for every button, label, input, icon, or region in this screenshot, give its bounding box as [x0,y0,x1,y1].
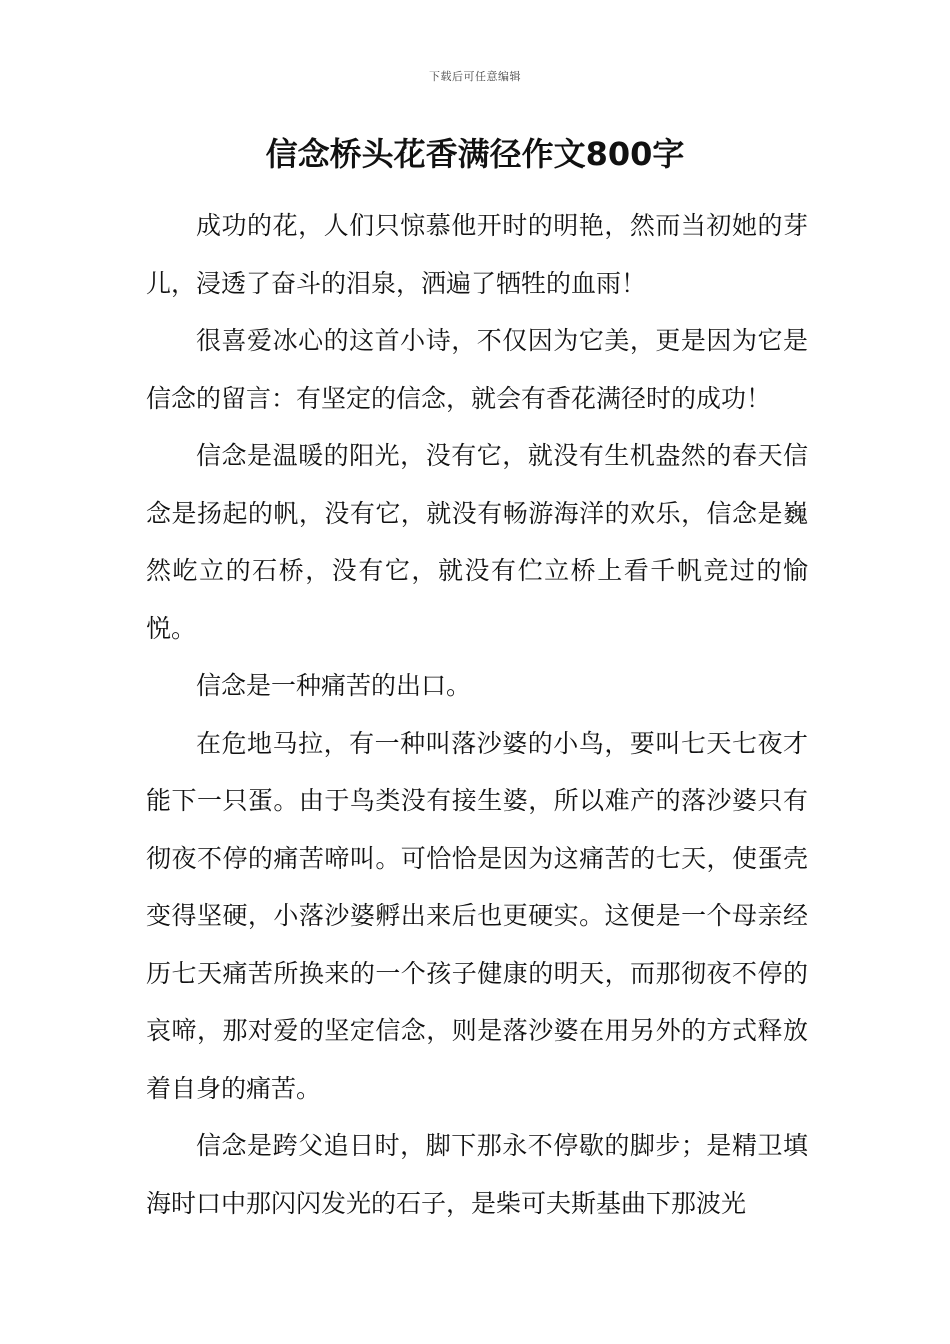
paragraph: 信念是一种痛苦的出口。 [196,671,472,700]
paragraph: 成功的花，人们只惊慕他开时的明艳，然而当初她的芽儿，浸透了奋斗的泪泉，洒遍了牺牲的血雨！ [146,211,808,298]
paragraph: 信念是温暖的阳光，没有它，就没有生机盎然的春天信念是扬起的帆，没有它，就没有畅游海洋的欢乐，信念是巍然屹立的石桥，没有它，就没有伫立桥上看千帆竞过的愉悦。 [146,441,808,643]
paragraph: 在危地马拉，有一种叫落沙婆的小鸟，要叫七天七夜才能下一只蛋。由于鸟类没有接生婆，所以难产的落沙婆只有彻夜不停的痛苦啼叫。可恰恰是因为这痛苦的七天，使蛋壳变得坚硬，小落沙婆孵出来后也更硬实。这便是一个母亲经历七天痛苦所换来的一个孩子健康的明天，而那彻夜不停的哀啼，那对爱的坚定信念，则是落沙婆在用另外的方式释放着自身的痛苦。 [146,728,808,1103]
paragraph: 很喜爱冰心的这首小诗，不仅因为它美，更是因为它是信念的留言：有坚定的信念，就会有香花满径时的成功！ [146,326,808,413]
document-title: 信念桥头花香满径作文800字 [265,135,685,173]
header-note: 下载后可任意编辑 [429,70,521,83]
paragraph: 信念是跨父追日时，脚下那永不停歇的脚步；是精卫填海时口中那闪闪发光的石子，是柴可夫斯基曲下那波光 [146,1131,808,1218]
essay-body [146,197,808,1232]
